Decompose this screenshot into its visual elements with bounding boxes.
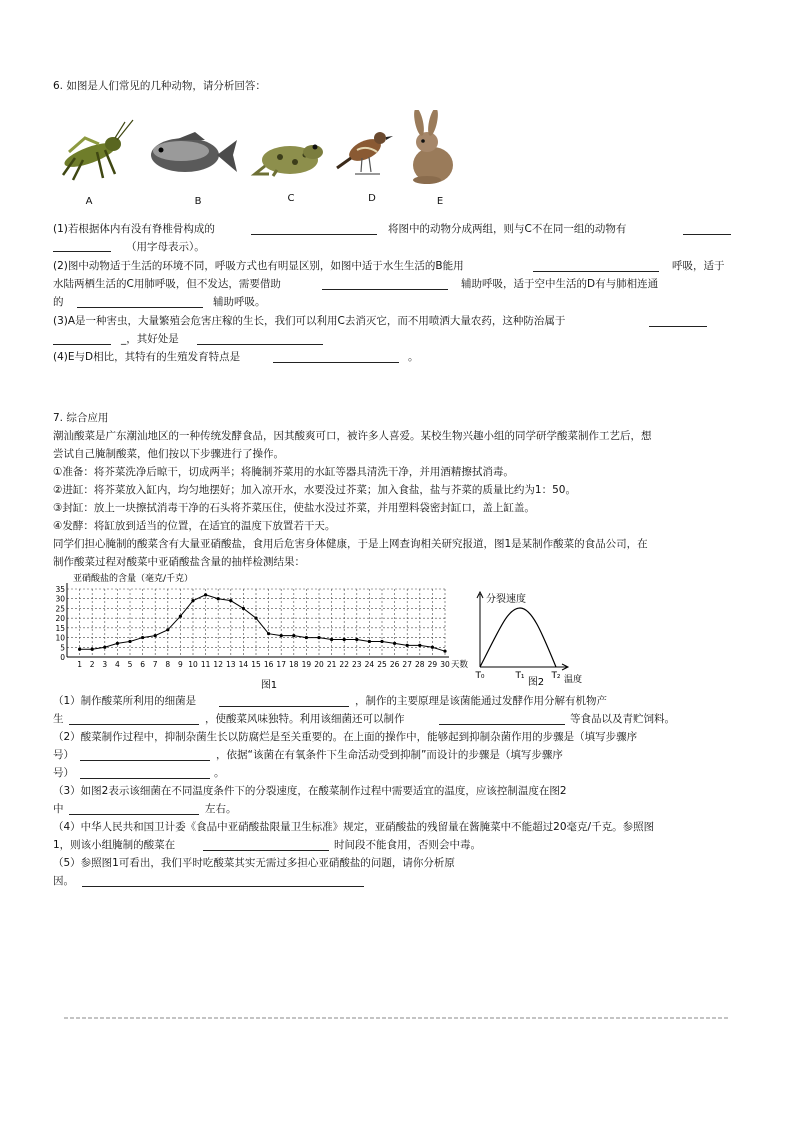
- figure-1-ytick-label: 20: [55, 614, 65, 624]
- animal-label-b: B: [194, 196, 202, 207]
- figure-1-data-point: [204, 593, 207, 596]
- figure-1-xtick-label: 7: [152, 660, 158, 669]
- figure-1-data-point: [317, 636, 320, 639]
- figure-1-ytick-label: 30: [55, 594, 65, 604]
- q7-s4c: 时间段不能食用，否则会中毒。: [334, 839, 481, 851]
- figure-1-series-line: [80, 595, 445, 651]
- figure-1-xtick-label: 6: [140, 660, 145, 669]
- figure-1-data-point: [406, 644, 409, 647]
- figure-1-data-point: [254, 617, 257, 620]
- figure-1-xtick-label: 30: [440, 660, 450, 669]
- q7-step-4: ④发酵：将缸放到适当的位置，在适宜的温度下放置若干天。: [53, 520, 336, 532]
- animal-label-d: D: [368, 193, 376, 204]
- animal-label-e: E: [436, 196, 444, 207]
- q7-s1d: ，使酸菜风味独特。利用该细菌还可以制作: [205, 713, 405, 725]
- figure-1-caption: 图1: [260, 680, 278, 691]
- q6-2-blank-1[interactable]: [533, 271, 659, 272]
- figure-2-caption: 图2: [527, 677, 545, 688]
- figure-1-xlabel: 天数: [451, 660, 469, 670]
- q7-2-blank-2[interactable]: [80, 778, 210, 779]
- figure-1-xtick-label: 15: [251, 660, 261, 669]
- figure-1-xtick-label: 12: [213, 660, 223, 669]
- figure-1-xtick-label: 18: [289, 660, 299, 669]
- figure-1-data-point: [91, 648, 94, 651]
- figure-1-data-point: [154, 634, 157, 637]
- q6-2-blank-3[interactable]: [77, 307, 203, 308]
- figure-1-xtick-label: 10: [188, 660, 198, 669]
- figure-1-data-point: [368, 640, 371, 643]
- q6-2-blank-2[interactable]: [322, 289, 448, 290]
- q6-p2f: 辅助呼吸。: [213, 296, 266, 308]
- q7-2-blank-1[interactable]: [80, 760, 210, 761]
- q7-para-line-2: 制作酸菜过程对酸菜中亚硝酸盐含量的抽样检测结果：: [53, 556, 305, 568]
- figure-1-data-point: [330, 638, 333, 641]
- q7-step-2: ②进缸：将芥菜放入缸内，均匀地摆好；加入凉开水，水要没过芥菜；加入食盐，盐与芥菜的质量比约为1：50。: [53, 484, 576, 496]
- q6-title: 6. 如图是人们常见的几种动物，请分析回答：: [53, 80, 266, 92]
- q7-s2d: 号）: [53, 767, 74, 779]
- q6-p2d: 辅助呼吸，适于空中生活的D有与肺相连通: [461, 278, 659, 290]
- q7-intro-line-2: 尝试自己腌制酸菜，他们按以下步骤进行了操作。: [53, 448, 284, 460]
- q7-5-blank[interactable]: [82, 886, 364, 887]
- q6-p1a: (1)若根据体内有没有脊椎骨构成的: [53, 223, 215, 235]
- figure-2-chart: [470, 588, 600, 693]
- figure-1-xtick-label: 3: [102, 660, 108, 669]
- q6-p3b: _，其好处是: [121, 333, 179, 345]
- q7-s2a: （2）酸菜制作过程中，抑制杂菌生长以防腐烂是至关重要的。在上面的操作中，能够起到抑制杂菌作用的步骤是（填写步骤序: [53, 731, 638, 743]
- grasshopper-image: [62, 120, 133, 180]
- q6-p4a: (4)E与D相比，其特有的生殖发育特点是: [53, 351, 241, 363]
- q6-p2e: 的: [53, 296, 64, 308]
- q6-p3a: (3)A是一种害虫，大量繁殖会危害庄稼的生长，我们可以利用C去消灭它，而不用喷洒大量农药，这种防治属于: [53, 315, 566, 327]
- figure-1-data-point: [431, 646, 434, 649]
- figure-2-xtick-label: T₀: [475, 671, 485, 681]
- rabbit-image: [412, 110, 453, 184]
- figure-1-data-point: [443, 650, 446, 653]
- q7-s1a: （1）制作酸菜所利用的细菌是: [53, 695, 197, 707]
- figure-1-data-point: [343, 638, 346, 641]
- q7-3-blank[interactable]: [69, 814, 199, 815]
- q6-1-blank-2b[interactable]: [53, 251, 111, 252]
- frog-image: [255, 145, 323, 177]
- fish-image: [151, 132, 237, 172]
- q7-s3b: 中: [53, 803, 64, 815]
- figure-1-data-point: [280, 634, 283, 637]
- q7-s2e: 。: [214, 767, 225, 779]
- q6-3-blank-1a[interactable]: [649, 326, 707, 327]
- figure-2-bell-curve: [480, 608, 556, 667]
- figure-1-xtick-label: 9: [178, 660, 183, 669]
- figure-1-xtick-label: 16: [263, 660, 274, 669]
- figure-1-ytick-label: 5: [60, 643, 65, 653]
- figure-1-xtick-label: 4: [115, 660, 120, 669]
- figure-1-xtick-label: 21: [326, 660, 337, 669]
- figure-1-xtick-label: 26: [389, 660, 400, 669]
- figure-1-xtick-label: 13: [226, 660, 236, 669]
- q7-title: 7. 综合应用: [53, 412, 109, 424]
- figure-1-xtick-label: 20: [314, 660, 324, 669]
- animal-label-c: C: [287, 193, 295, 204]
- figure-1-xtick-label: 19: [301, 660, 312, 669]
- figure-2-xtick-label: T₂: [551, 671, 561, 681]
- figure-1-data-point: [393, 642, 396, 645]
- figure-1-data-point: [141, 636, 144, 639]
- figure-1-xtick-label: 22: [339, 660, 349, 669]
- animal-images: [55, 110, 465, 195]
- q6-1-blank-1[interactable]: [251, 234, 377, 235]
- figure-1-data-point: [418, 644, 421, 647]
- figure-1-xtick-label: 27: [402, 660, 412, 669]
- animal-label-a: A: [85, 196, 93, 207]
- figure-1-data-point: [292, 634, 295, 637]
- q7-step-1: ①准备：将芥菜洗净后晾干，切成两半；将腌制芥菜用的水缸等器具清洗干净，并用酒精擦拭消毒。: [53, 466, 514, 478]
- figure-1-data-point: [355, 638, 358, 641]
- figure-1-data-point: [78, 648, 81, 651]
- figure-1-data-point: [217, 597, 220, 600]
- figure-1-data-point: [242, 607, 245, 610]
- figure-1-data-point: [128, 640, 131, 643]
- figure-1-data-point: [305, 636, 308, 639]
- footer-divider: [64, 1014, 730, 1022]
- q7-s5b: 因。: [53, 875, 74, 887]
- q6-p1c: （用字母表示）。: [126, 241, 205, 253]
- q7-s1c: 生: [53, 713, 64, 725]
- q6-p4b: 。: [408, 351, 419, 363]
- figure-1-ytick-label: 15: [55, 623, 65, 633]
- figure-1-xtick-label: 2: [89, 660, 95, 669]
- figure-1-xtick-label: 23: [352, 660, 362, 669]
- q6-3-blank-1b[interactable]: [53, 344, 111, 345]
- figure-1-xtick-label: 11: [200, 660, 211, 669]
- q7-s1e: 等食品以及青贮饲料。: [570, 713, 675, 725]
- q6-1-blank-2a[interactable]: [683, 234, 731, 235]
- figure-1-ytick-label: 35: [55, 585, 65, 594]
- figure-1-ytick-label: 10: [55, 633, 65, 643]
- figure-1-data-point: [380, 640, 383, 643]
- figure-1-xtick-label: 5: [127, 660, 133, 669]
- q6-p2a: (2)图中动物适于生活的环境不同，呼吸方式也有明显区别，如图中适于水生生活的B能用: [53, 260, 464, 272]
- figure-1-xtick-label: 14: [238, 660, 249, 669]
- figure-1-data-point: [267, 632, 270, 635]
- q7-s1b: ，制作的主要原理是该菌能通过发酵作用分解有机物产: [355, 695, 607, 707]
- q7-1-blank-1[interactable]: [219, 706, 349, 707]
- figure-1-data-point: [166, 628, 169, 631]
- figure-1-xtick-label: 1: [77, 660, 82, 669]
- q6-p1b: 将图中的动物分成两组，则与C不在同一组的动物有: [388, 223, 627, 235]
- figure-2-xlabel: 温度: [564, 675, 583, 685]
- q7-s3c: 左右。: [205, 803, 237, 815]
- q7-s4b: 1，则该小组腌制的酸菜在: [53, 839, 176, 851]
- figure-1-ytick-label: 25: [55, 604, 65, 614]
- figure-1-xtick-label: 17: [276, 660, 286, 669]
- figure-1-xtick-label: 24: [364, 660, 375, 669]
- figure-2-xtick-label: T₁: [515, 671, 525, 681]
- figure-1-data-point: [116, 642, 119, 645]
- q7-s2c: ，依据“该菌在有氧条件下生命活动受到抑制”而设计的步骤是（填写步骤序: [216, 749, 563, 761]
- figure-1-ytick-label: 0: [60, 653, 65, 662]
- q6-p2b: 呼吸，适于: [672, 260, 725, 272]
- figure-2-ylabel: 分裂速度: [486, 594, 526, 605]
- q7-para-line-1: 同学们担心腌制的酸菜含有大量亚硝酸盐，食用后危害身体健康，于是上网查询相关研究报道，图1是某制作酸菜的食品公司，在: [53, 538, 648, 550]
- figure-1-ylabel: 亚硝酸盐的含量（毫克/千克）: [73, 574, 194, 584]
- figure-1-data-point: [191, 599, 194, 602]
- figure-1-data-point: [179, 615, 182, 618]
- q7-intro-line-1: 潮汕酸菜是广东潮汕地区的一种传统发酵食品，因其酸爽可口，被许多人喜爱。某校生物兴趣小组的同学研学酸菜制作工艺后，想: [53, 430, 652, 442]
- q7-4-blank[interactable]: [203, 850, 329, 851]
- q7-s3a: （3）如图2表示该细菌在不同温度条件下的分裂速度，在酸菜制作过程中需要适宜的温度，应该控制温度在图2: [53, 785, 567, 797]
- q7-s2b: 号）: [53, 749, 74, 761]
- q7-1-blank-3[interactable]: [439, 724, 565, 725]
- q7-s5a: （5）参照图1可看出，我们平时吃酸菜其实无需过多担心亚硝酸盐的问题，请你分析原: [53, 857, 455, 869]
- q7-1-blank-2[interactable]: [69, 724, 199, 725]
- bird-image: [337, 132, 393, 174]
- figure-1-data-point: [229, 599, 232, 602]
- figure-1-xtick-label: 28: [415, 660, 425, 669]
- q7-s4a: （4）中华人民共和国卫计委《食品中亚硝酸盐限量卫生标准》规定，亚硝酸盐的残留量在酱腌菜中不能超过20毫克/千克。参照图: [53, 821, 655, 833]
- figure-1-chart: [55, 571, 475, 691]
- q6-3-blank-2[interactable]: [197, 344, 323, 345]
- q6-4-blank[interactable]: [273, 362, 399, 363]
- q7-step-3: ③封缸：放上一块擦拭消毒干净的石头将芥菜压住，使盐水没过芥菜，并用塑料袋密封缸口，盖上缸盖。: [53, 502, 535, 514]
- figure-1-data-point: [103, 646, 106, 649]
- q6-p2c: 水陆两栖生活的C用肺呼吸，但不发达，需要借助: [53, 278, 281, 290]
- figure-1-xtick-label: 29: [427, 660, 438, 669]
- figure-1-xtick-label: 8: [165, 660, 171, 669]
- figure-1-xtick-label: 25: [377, 660, 387, 669]
